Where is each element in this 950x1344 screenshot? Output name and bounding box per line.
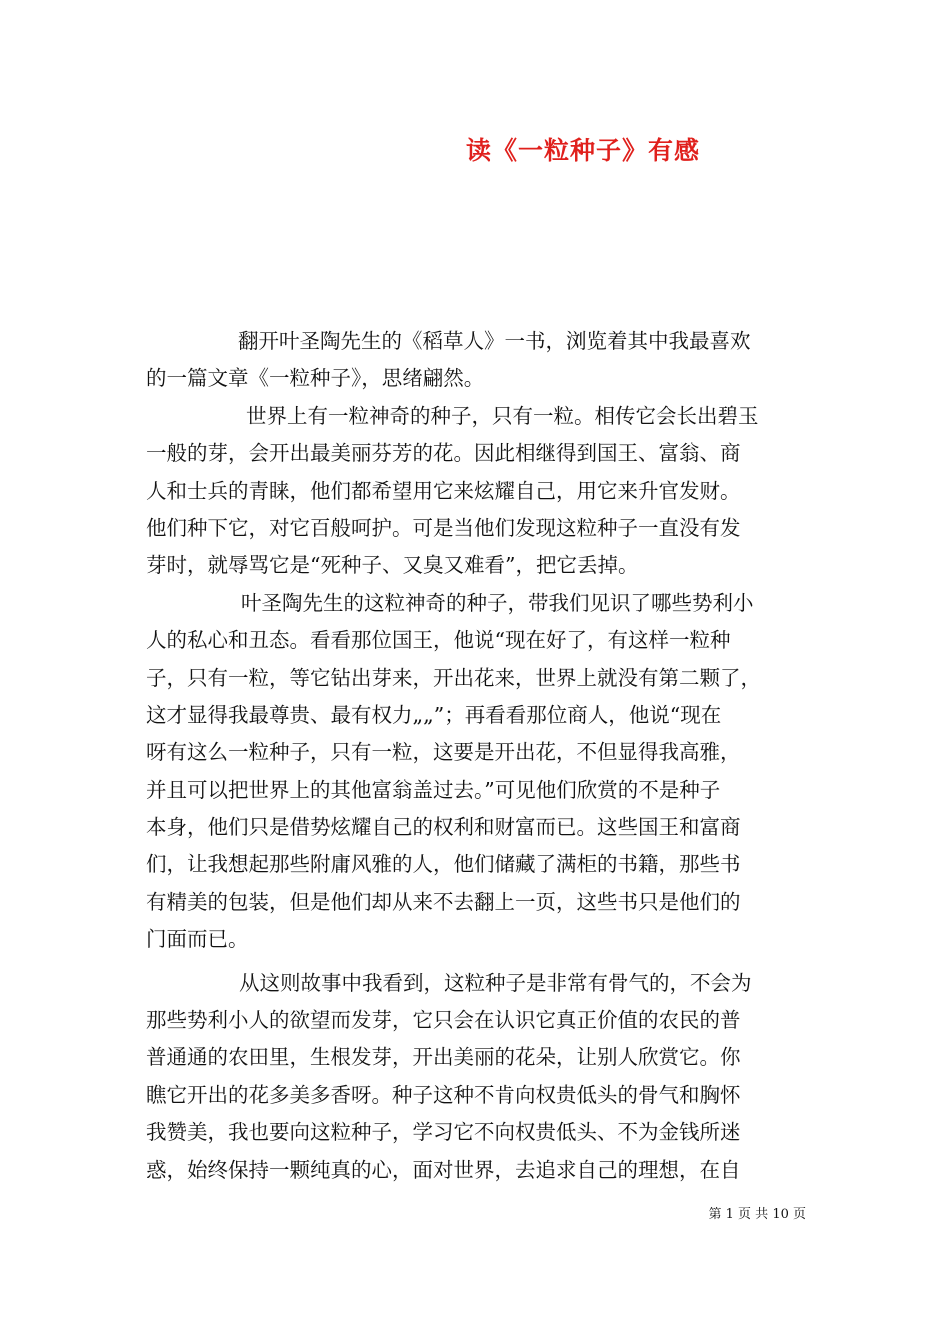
paragraph-line: 他们种下它，对它百般呵护。可是当他们发现这粒种子一直没有发 <box>146 515 741 540</box>
paragraph-line: 叶圣陶先生的这粒神奇的种子，带我们见识了哪些势利小 <box>241 590 754 615</box>
paragraph-line: 人和士兵的青睐，他们都希望用它来炫耀自己，用它来升官发财。 <box>146 478 741 503</box>
paragraph-line: 有精美的包装，但是他们却从来不去翻上一页，这些书只是他们的 <box>146 889 741 914</box>
paragraph-line: 芽时，就辱骂它是“死种子、又臭又难看”，把它丢掉。 <box>146 553 639 578</box>
paragraph-line: 普通通的农田里，生根发芽，开出美丽的花朵，让别人欣赏它。你 <box>146 1045 741 1070</box>
paragraph-line: 从这则故事中我看到，这粒种子是非常有骨气的，不会为 <box>239 970 752 995</box>
paragraph-line: 门面而已。 <box>146 927 249 952</box>
paragraph-line: 的一篇文章《一粒种子》，思绪翩然。 <box>146 366 485 391</box>
paragraph-line: 那些势利小人的欲望而发芽，它只会在认识它真正价值的农民的普 <box>146 1008 741 1033</box>
paragraph-line: 一般的芽，会开出最美丽芬芳的花。因此相继得到国王、富翁、商 <box>146 441 741 466</box>
paragraph-3 <box>146 585 806 959</box>
paragraph-line: 翻开叶圣陶先生的《稻草人》一书，浏览着其中我最喜欢 <box>238 329 751 353</box>
paragraph-line: 子，只有一粒，等它钻出芽来，开出花来，世界上就没有第二颗了， <box>146 665 761 690</box>
paragraph-line: 呀有这么一粒种子，只有一粒，这要是开出花，不但显得我高雅， <box>146 740 741 765</box>
document-body <box>146 323 806 1189</box>
paragraph-line: 这才显得我最尊贵、最有权力„„”；再看看那位商人，他说“现在 <box>146 702 722 727</box>
paragraph-line: 本身，他们只是借势炫耀自己的权利和财富而已。这些国王和富商 <box>146 815 741 840</box>
paragraph-line: 世界上有一粒神奇的种子，只有一粒。相传它会长出碧玉 <box>246 403 759 428</box>
paragraph-1 <box>146 323 806 398</box>
paragraph-line: 并且可以把世界上的其他富翁盖过去。”可见他们欣赏的不是种子 <box>146 777 721 802</box>
paragraph-line: 我赞美，我也要向这粒种子，学习它不向权贵低头、不为金钱所迷 <box>146 1120 741 1145</box>
paragraph-line: 惑，始终保持一颗纯真的心，面对世界，去追求自己的理想，在自 <box>146 1157 741 1182</box>
paragraph-line: 们，让我想起那些附庸风雅的人，他们储藏了满柜的书籍，那些书 <box>146 852 741 877</box>
paragraph-line: 人的私心和丑态。看看那位国王，他说“现在好了，有这样一粒种 <box>146 628 731 653</box>
document-title: 读《一粒种子》有感 <box>465 136 700 165</box>
page-number-footer: 第 1 页 共 10 页 <box>708 1207 806 1222</box>
paragraph-line: 瞧它开出的花多美多香呀。种子这种不肯向权贵低头的骨气和胸怀 <box>146 1082 741 1107</box>
paragraph-2 <box>146 398 806 585</box>
paragraph-4 <box>146 965 806 1189</box>
